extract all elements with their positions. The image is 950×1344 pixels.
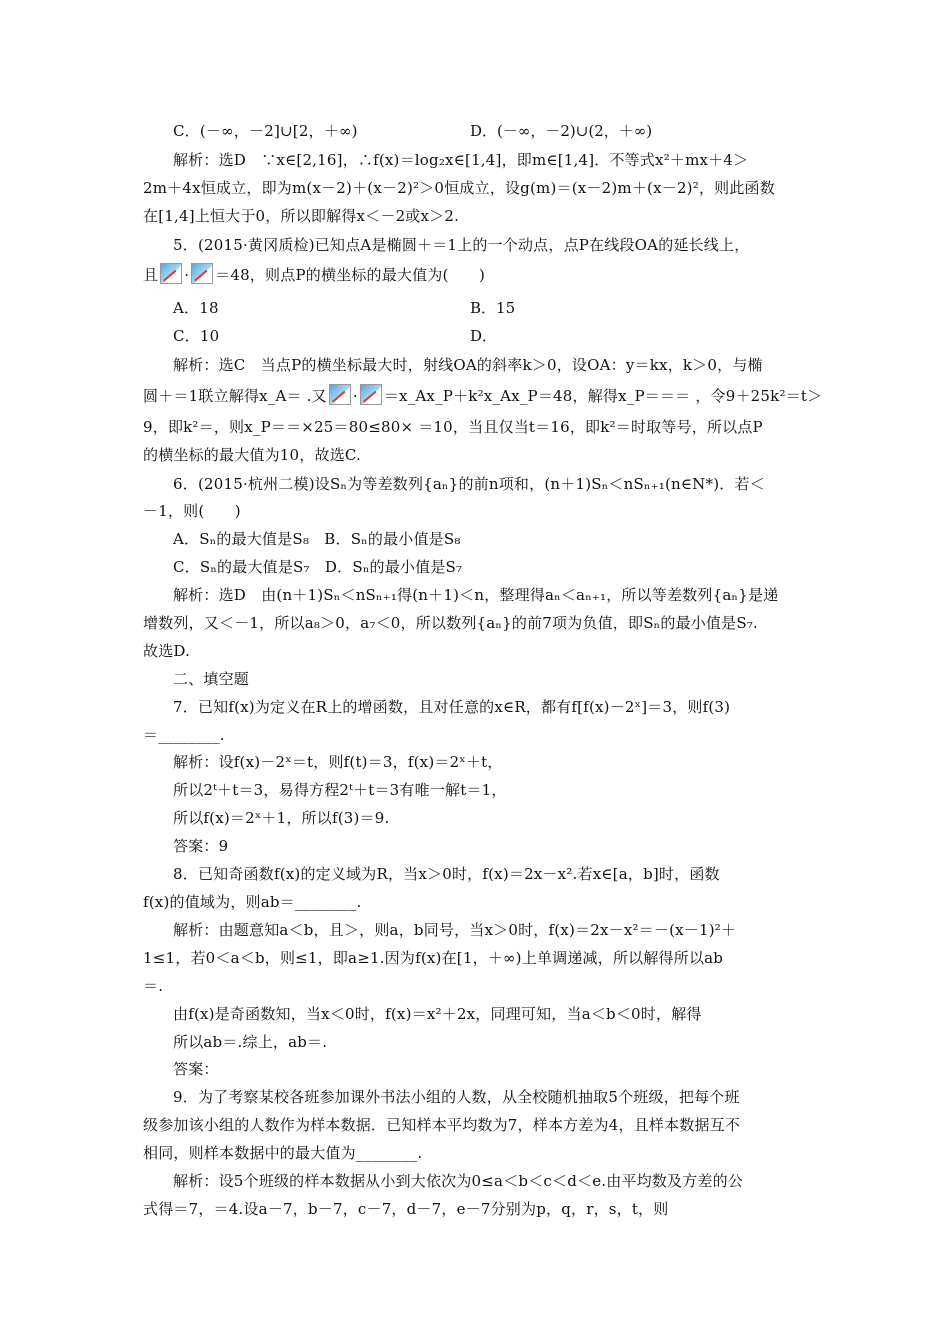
text-fragment: 且 [143,266,159,284]
answer: 答案： [173,1060,219,1078]
text-line: 2m＋4x恒成立，即为m(x－2)＋(x－2)²＞0恒成立，设g(m)＝(x－2)m＋(x－2)²，则此函数 [143,179,775,197]
text-line: 解析：选C 当点P的横坐标最大时，射线OA的斜率k＞0，设OA：y＝kx，k＞0，与椭 [173,356,763,374]
text-line: 1≤1，若0＜a＜b，则≤1，即a≥1.因为f(x)在[1，＋∞)上单调递减，所以解得所以ab [143,949,724,967]
question-7: 7．已知f(x)为定义在R上的增函数，且对任意的x∈R，都有f[f(x)－2ˣ]＝3，则f(3) [173,698,731,716]
text-line: 所以2ᵗ＋t＝3，易得方程2ᵗ＋t＝3有唯一解t＝1， [173,781,507,799]
text-line: 在[1,4]上恒大于0，所以即解得x＜－2或x＞2. [143,207,460,225]
text-line: 增数列，又＜－1，所以a₈＞0，a₇＜0，所以数列{aₙ}的前7项为负值，即Sₙ的最小值是S₇. [143,614,759,632]
text-line: 解析：设f(x)－2ˣ＝t，则f(t)＝3，f(x)＝2ˣ＋t， [173,753,503,771]
text-line: ＝________. [143,726,225,744]
text-line: 故选D. [143,642,191,660]
text-fragment: · [352,387,358,405]
option-a: A．18 [173,299,219,317]
text-line: 解析：由题意知a＜b，且＞，则a，b同号，当x＞0时，f(x)＝2x－x²＝－(x－1)²＋ [173,921,737,939]
text-line: 所以ab＝.综上，ab＝. [173,1033,328,1051]
question-6: 6．(2015·杭州二模)设Sₙ为等差数列{aₙ}的前n项和，(n＋1)Sₙ＜nSₙ₊₁(n∈N*)．若＜ [173,475,765,493]
option-c: C．(－∞，－2]∪[2，＋∞) [173,122,358,140]
text-line: 由f(x)是奇函数知，当x＜0时，f(x)＝x²＋2x，同理可知，当a＜b＜0时，解得 [173,1005,702,1023]
text-fragment: 圆＋＝1联立解得x_A＝ .又 [143,387,327,405]
text-line: 解析：设5个班级的样本数据从小到大依次为0≤a＜b＜c＜d＜e.由平均数及方差的公 [173,1172,744,1190]
text-line: －1，则( ) [143,502,241,520]
broken-image-icon [329,384,351,405]
answer: 答案：9 [173,837,229,855]
text-fragment: · [184,266,190,284]
option-c: C．10 [173,327,220,345]
text-line: f(x)的值域为，则ab＝________. [143,893,362,911]
text-line [143,263,485,285]
text-line: 9，即k²＝，则x_P＝＝×25＝80≤80× ＝10，当且仅当t＝16，即k²＝时取等号，所以点P [143,418,763,436]
option-row: C．Sₙ的最大值是S₇ D．Sₙ的最小值是S₇ [173,558,463,576]
text-fragment: ＝x_Ax_P＋k²x_Ax_P＝48，解得x_P＝＝＝ ，令9＋25k²＝t＞ [383,387,823,405]
section-heading: 二、填空题 [173,670,250,688]
text-line: 解析：选D 由(n＋1)Sₙ＜nSₙ₊₁得(n＋1)＜n，整理得aₙ＜aₙ₊₁，所以等差数列{aₙ}是递 [173,586,779,604]
text-line [143,384,822,406]
option-b: B．15 [470,299,516,317]
option-d: D．(－∞，－2)∪(2，＋∞) [470,122,653,140]
broken-image-icon [360,384,382,405]
question-5: 5．(2015·黄冈质检)已知点A是椭圆＋＝1上的一个动点，点P在线段OA的延长线上， [173,236,750,254]
question-9: 9．为了考察某校各班参加课外书法小组的人数，从全校随机抽取5个班级，把每个班 [173,1088,740,1106]
text-line: 的横坐标的最大值为10，故选C. [143,446,361,464]
text-line: 级参加该小组的人数作为样本数据．已知样本平均数为7，样本方差为4，且样本数据互不 [143,1116,741,1134]
broken-image-icon [160,263,182,284]
text-line: 式得＝7，＝4.设a－7，b－7，c－7，d－7，e－7分别为p，q，r，s，t，则 [143,1200,669,1218]
text-line: 所以f(x)＝2ˣ＋1，所以f(3)＝9. [173,809,390,827]
text-line: 解析：选D ∵x∈[2,16]，∴f(x)＝log₂x∈[1,4]，即m∈[1,4]．不等式x²＋mx＋4＞ [173,151,749,169]
text-fragment: ＝48，则点P的横坐标的最大值为( ) [215,266,486,284]
option-row: A．Sₙ的最大值是S₈ B．Sₙ的最小值是S₈ [173,530,461,548]
text-line: 相同，则样本数据中的最大值为________. [143,1144,423,1162]
broken-image-icon [191,263,213,284]
question-8: 8．已知奇函数f(x)的定义域为R，当x＞0时，f(x)＝2x－x².若x∈[a，b]时，函数 [173,865,720,883]
text-line: ＝. [143,977,164,995]
option-d: D． [470,327,498,345]
